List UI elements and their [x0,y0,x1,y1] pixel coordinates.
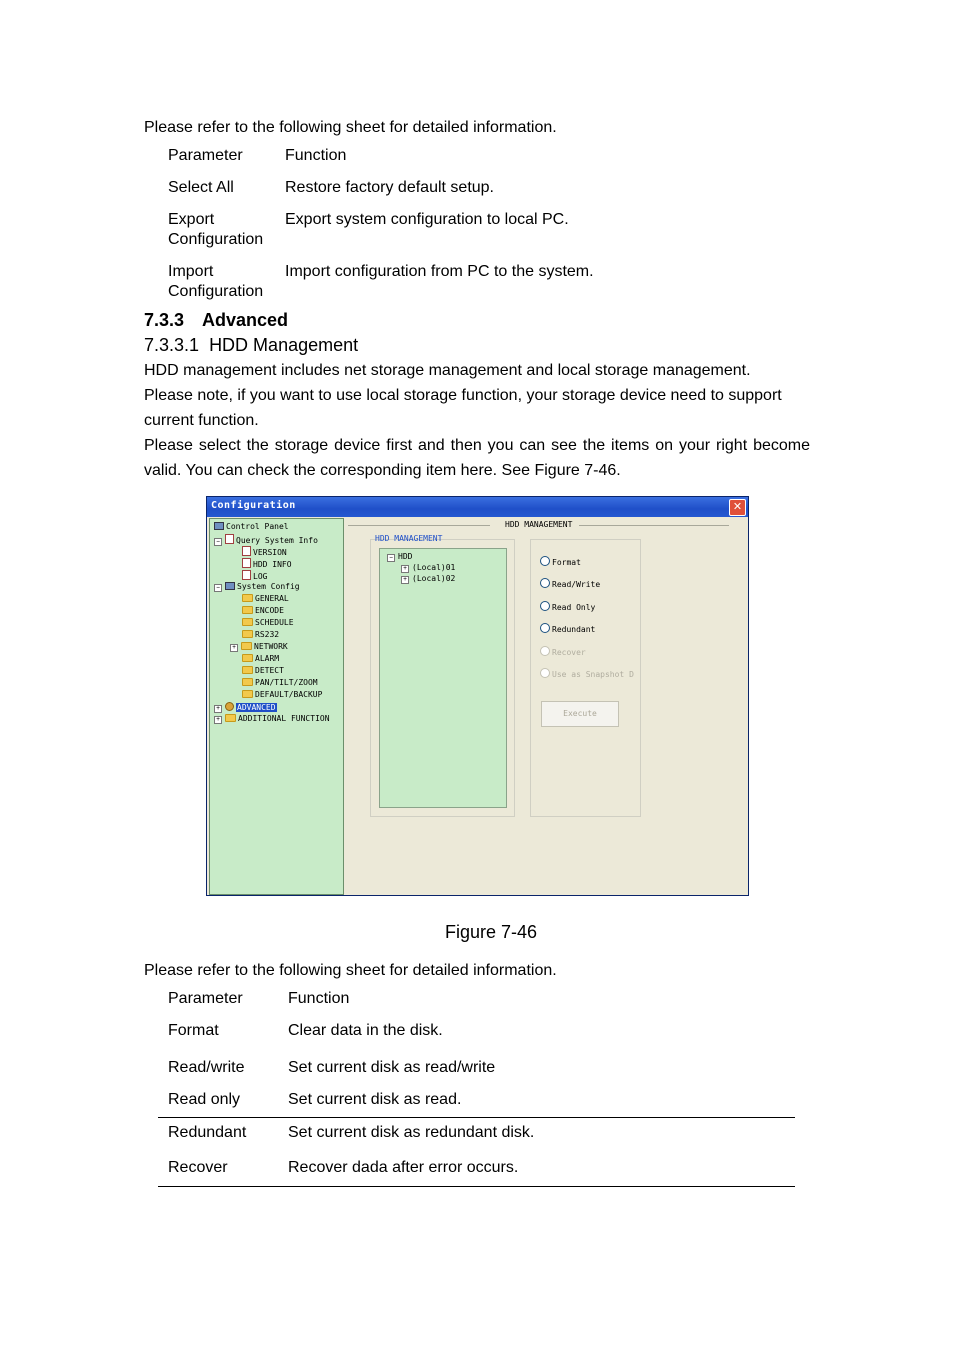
section-number: 7.3.3 [144,310,185,330]
radio-redundant[interactable]: Redundant [540,623,595,634]
radio-read-only[interactable]: Read Only [540,601,595,612]
section-title: Advanced [202,310,289,330]
hdd-item[interactable]: + (Local)02 [401,574,455,584]
table2-func: Set current disk as redundant disk. [288,1124,535,1141]
config-tree [209,518,344,895]
radio-read-write[interactable]: Read/Write [540,578,600,589]
tree-item-general[interactable]: GENERAL [242,594,289,604]
subsection-title: HDD Management [209,335,359,355]
table1-header-param: Parameter [168,147,243,164]
table2-func: Recover dada after error occurs. [288,1159,519,1176]
table-rule [158,1117,795,1118]
collapse-icon[interactable]: − [214,584,222,592]
tree-item-control-panel[interactable]: Control Panel [214,522,289,532]
table1-param: Select All [168,179,234,196]
configuration-window [206,496,749,896]
tree-item-network[interactable]: + NETWORK [230,642,288,652]
tree-item-hdd-info[interactable]: HDD INFO [242,558,292,570]
expand-icon[interactable]: + [401,565,409,573]
table2-param: Redundant [168,1124,247,1141]
hdd-label: HDD MANAGEMENT [375,534,443,543]
tree-item-additional-function[interactable]: + ADDITIONAL FUNCTION [214,714,330,724]
folder-icon [242,630,253,638]
radio-recover[interactable]: Recover [540,646,586,657]
hdd-list[interactable] [379,548,507,808]
radio-icon [540,623,550,633]
gear-icon [225,702,234,711]
collapse-icon[interactable]: − [387,554,395,562]
doc-icon [225,534,234,544]
table2-func: Set current disk as read/write [288,1059,496,1076]
folder-icon [242,690,253,698]
tree-item-alarm[interactable]: ALARM [242,654,279,664]
tree-item-query-system-info[interactable]: − Query System Info [214,534,318,546]
doc-icon [242,570,251,580]
subsection-heading [144,335,358,356]
section-heading [144,310,288,331]
tree-item-encode[interactable]: ENCODE [242,606,284,616]
paragraph: HDD management includes net storage management and local storage management. [144,362,751,379]
group-line-right [579,525,729,526]
table2-param: Recover [168,1159,228,1176]
radio-icon [540,668,550,678]
tree-item-advanced[interactable]: + ADVANCED [214,702,277,713]
radio-format[interactable]: Format [540,556,581,567]
table1-header-func: Function [285,147,347,164]
table2-func: Clear data in the disk. [288,1022,443,1039]
intro-text: Please refer to the following sheet for detailed information. [144,962,557,979]
expand-icon[interactable]: + [214,705,222,713]
window-titlebar [207,497,748,517]
table2-func: Set current disk as read. [288,1091,462,1108]
table2-param: Format [168,1022,219,1039]
pc-icon [214,522,224,530]
radio-use-as-snapshot[interactable]: Use as Snapshot D [540,668,634,679]
folder-icon [242,606,253,614]
table1-func: Restore factory default setup. [285,179,494,196]
expand-icon[interactable]: + [401,576,409,584]
collapse-icon[interactable]: − [214,538,222,546]
table2-header-param: Parameter [168,990,243,1007]
tree-item-log[interactable]: LOG [242,570,267,582]
group-title: HDD MANAGEMENT [502,520,575,529]
tree-item-default-backup[interactable]: DEFAULT/BACKUP [242,690,322,700]
tools-icon [225,582,235,590]
table-rule [158,1186,795,1187]
radio-icon [540,556,550,566]
execute-button[interactable]: Execute [541,701,619,727]
close-icon[interactable]: ✕ [729,499,746,516]
table1-param: Import Configuration [168,263,264,300]
doc-icon [242,546,251,556]
intro-text: Please refer to the following sheet for detailed information. [144,119,557,136]
tree-item-detect[interactable]: DETECT [242,666,284,676]
tree-item-pan-tilt-zoom[interactable]: PAN/TILT/ZOOM [242,678,318,688]
folder-icon [241,642,252,650]
folder-icon [242,594,253,602]
group-line-left [348,525,490,526]
window-title: Configuration [211,500,296,511]
subsection-number: 7.3.3.1 [144,335,200,355]
folder-icon [242,618,253,626]
table2-header-func: Function [288,990,350,1007]
expand-icon[interactable]: + [230,644,238,652]
folder-icon [242,654,253,662]
table2-param: Read/write [168,1059,245,1076]
folder-icon [242,666,253,674]
paragraph: Please select the storage device first and then you can see the items on your right become valid. You can check the corresponding item here. See Figure 7-46. [144,437,810,479]
radio-icon [540,578,550,588]
paragraph: Please note, if you want to use local storage function, your storage device need to support current function. [144,387,782,429]
table1-func: Import configuration from PC to the system. [285,263,594,280]
hdd-item[interactable]: + (Local)01 [401,563,455,573]
folder-icon [242,678,253,686]
doc-icon [242,558,251,568]
figure-caption: Figure 7-46 [444,922,538,942]
table2-param: Read only [168,1091,241,1108]
table1-param: Export Configuration [168,211,264,248]
table1-func: Export system configuration to local PC. [285,211,569,228]
radio-icon [540,646,550,656]
tree-item-rs232[interactable]: RS232 [242,630,279,640]
expand-icon[interactable]: + [214,716,222,724]
tree-item-system-config[interactable]: − System Config [214,582,300,592]
tree-item-version[interactable]: VERSION [242,546,287,558]
tree-item-schedule[interactable]: SCHEDULE [242,618,294,628]
radio-icon [540,601,550,611]
hdd-root[interactable]: − HDD [387,552,412,562]
folder-icon [225,714,236,722]
